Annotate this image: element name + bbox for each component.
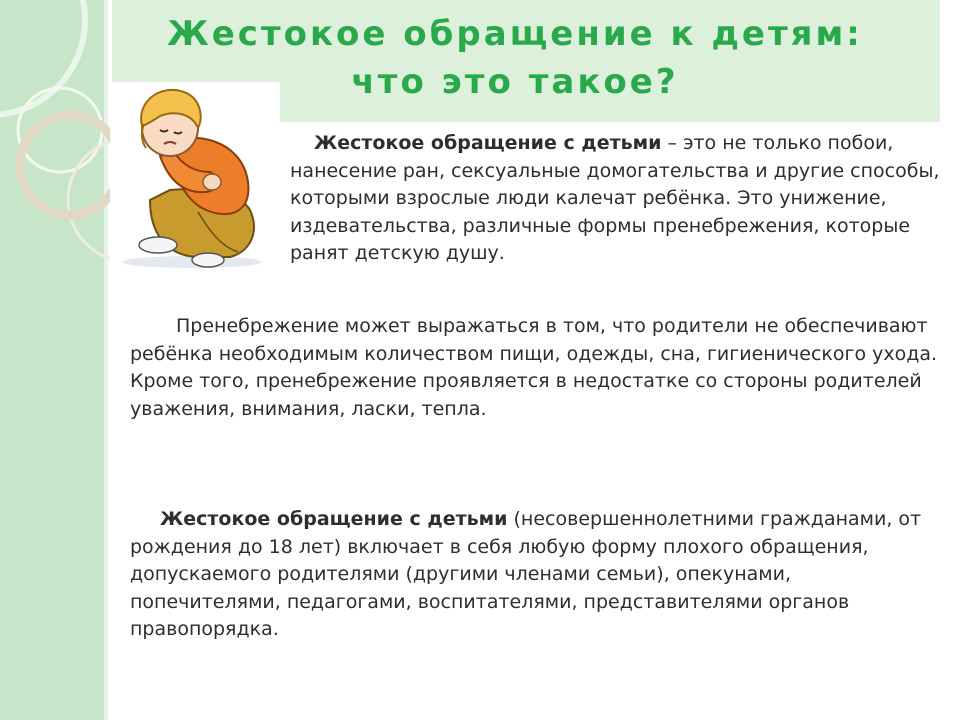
neglect-paragraph [130,313,940,423]
title-line-2: что это такое? [351,62,679,102]
title-line-1: Жестокое обращение к детям: [167,14,863,54]
scope-text: (несовершеннолетними гражданами, от рождения до 18 лет) включает в себя любую форму плохого обращения, допускаемого родителями (другими членами семьи), опекунами, попечителями, педагогами, воспитателями, представителями органов правопорядка. [130,508,922,640]
definition-term: Жестокое обращение с детьми [314,132,662,154]
scope-paragraph [130,506,940,644]
neglect-text: Пренебрежение может выражаться в том, что родители не обеспечивают ребёнка необходимым количеством пищи, одежды, сна, гигиенического ухода. Кроме того, пренебрежение проявляется в недостатке со стороны родителей уважения, внимания, ласки, тепла. [130,315,938,420]
sad-child-illustration [110,82,280,270]
definition-text: – это не только побои, нанесение ран, сексуальные домогательства и другие способы, которыми взрослые люди калечат ребёнка. Это унижение, издевательства, различные формы пренебрежения, которые ранят детскую душу. [290,132,940,264]
scope-term: Жестокое обращение с детьми [160,508,508,530]
definition-paragraph [290,130,940,268]
